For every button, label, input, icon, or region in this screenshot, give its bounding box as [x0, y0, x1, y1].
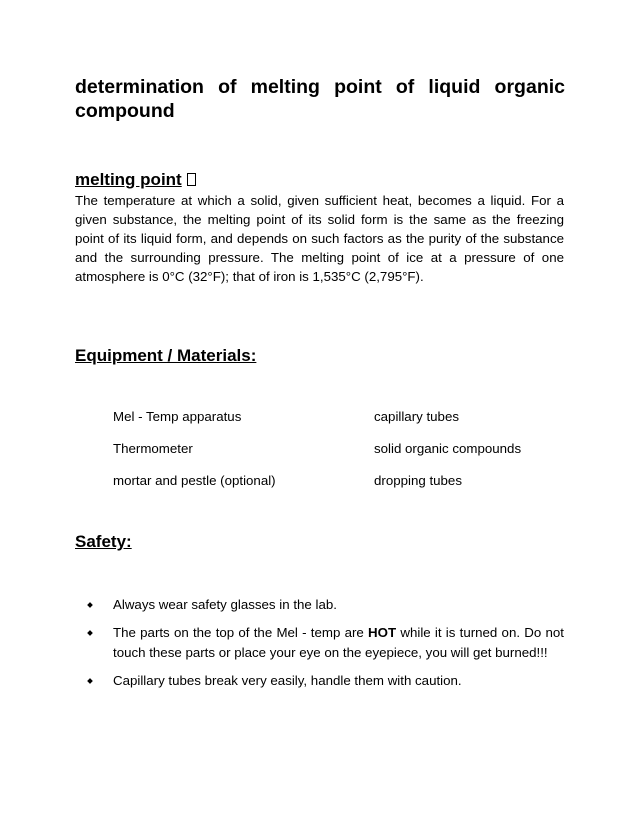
melting-point-heading-text: melting point — [75, 170, 182, 189]
safety-item-text: Capillary tubes break very easily, handle them with caution. — [113, 673, 462, 688]
equipment-item: mortar and pestle (optional) — [113, 473, 276, 488]
bullet-icon — [87, 602, 93, 608]
safety-item-text: while it is turned on. Do not touch these parts or place your eye on the eyepiece, you will get burned!!! — [113, 625, 564, 660]
safety-item — [88, 671, 564, 691]
melting-point-heading — [75, 170, 196, 190]
equipment-row — [113, 472, 563, 504]
equipment-heading: Equipment / Materials: — [75, 346, 257, 365]
safety-item — [88, 595, 564, 615]
safety-item-text: The parts on the top of the Mel - temp are — [113, 625, 369, 640]
safety-heading: Safety: — [75, 532, 132, 551]
equipment-item: capillary tubes — [374, 409, 459, 424]
safety-item — [88, 623, 564, 663]
hot-warning: HOT — [368, 625, 397, 640]
missing-glyph-icon — [187, 173, 196, 186]
equipment-list — [113, 408, 563, 504]
equipment-item: dropping tubes — [374, 473, 462, 488]
equipment-row — [113, 408, 563, 440]
document-title: determination of melting point of liquid organic compound — [75, 76, 565, 122]
bullet-icon — [87, 678, 93, 684]
bullet-icon — [87, 630, 93, 636]
equipment-item: Mel - Temp apparatus — [113, 409, 242, 424]
equipment-item: solid organic compounds — [374, 441, 522, 456]
safety-list — [88, 595, 564, 699]
equipment-item: Thermometer — [113, 441, 193, 456]
equipment-row — [113, 440, 563, 472]
safety-item-text: Always wear safety glasses in the lab. — [113, 597, 337, 612]
melting-point-definition: The temperature at which a solid, given sufficient heat, becomes a liquid. For a given substance, the melting point of its solid form is the same as the freezing point of its liquid form, and depends on such factors as the purity of the substance and the surrounding pressure. The melting point of ice at a pressure of one atmosphere is 0°C (32°F); that of iron is 1,535°C (2,795°F). — [75, 193, 564, 284]
